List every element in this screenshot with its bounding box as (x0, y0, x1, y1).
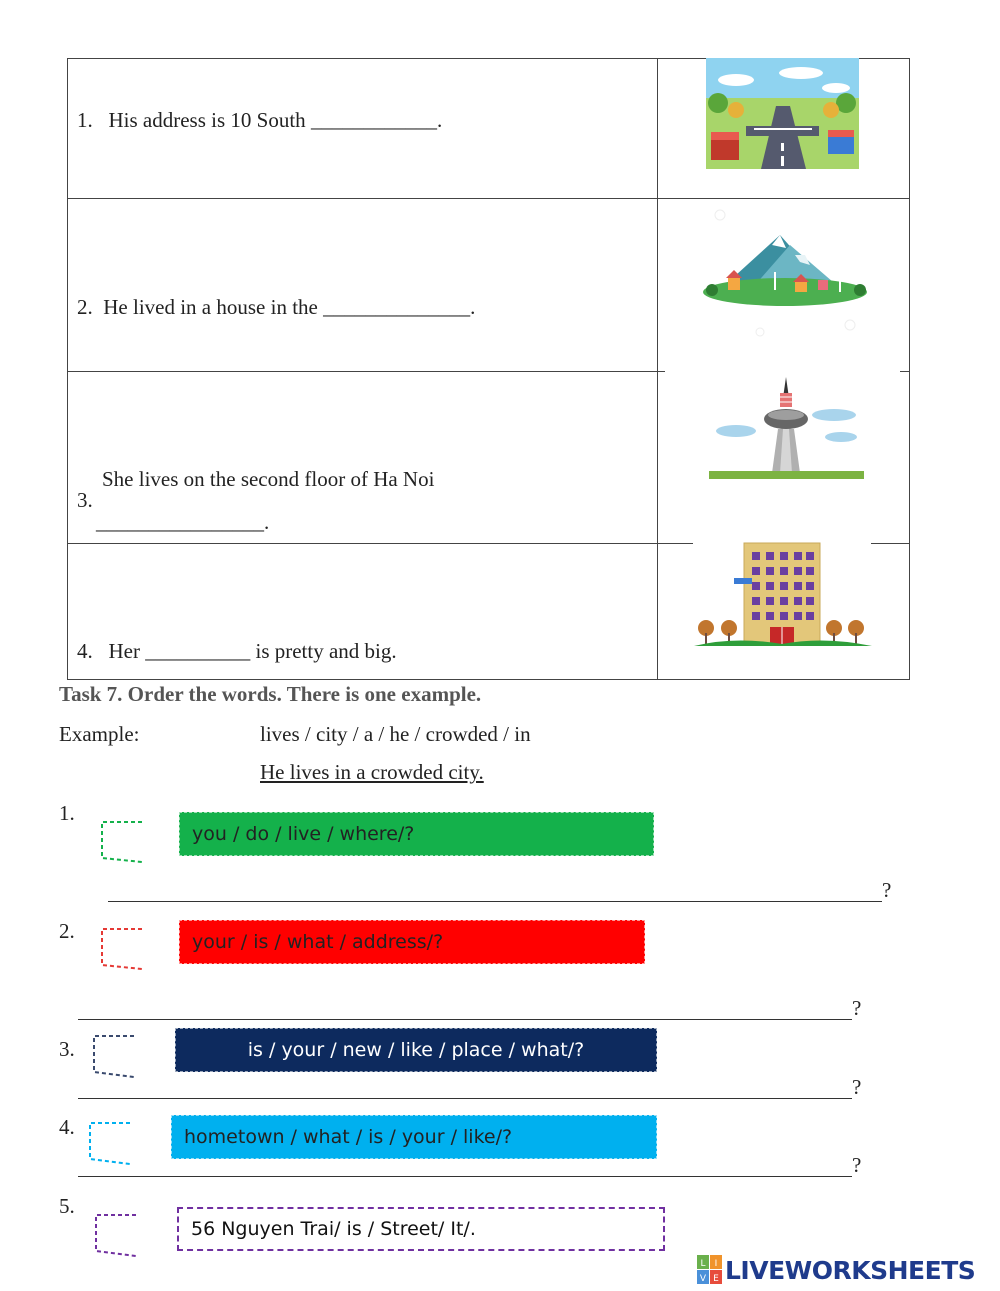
word-card-3[interactable] (175, 1028, 657, 1072)
answer-line-2[interactable] (78, 1019, 852, 1020)
word-card-2[interactable] (179, 920, 645, 964)
logo-letter: E (713, 1274, 719, 1284)
word-card-text: 56 Nguyen Trai/ is / Street/ It/. (191, 1218, 476, 1240)
end-mark: ? (852, 996, 862, 1020)
row-number: 2. (77, 295, 93, 319)
answer-line-3[interactable] (78, 1098, 852, 1099)
word-card-text: your / is / what / address/? (192, 931, 444, 953)
sentence-text: Her (108, 639, 140, 663)
logo-letter: L (700, 1259, 706, 1269)
logo-icon (697, 1255, 723, 1285)
mountain-village-picture (700, 200, 870, 340)
drop-target-icon (92, 1034, 136, 1080)
sentence-text: is pretty and big. (255, 639, 397, 663)
table-row-2-text (77, 295, 475, 320)
end-mark: ? (852, 1075, 862, 1099)
crossroads-street-picture (706, 58, 859, 169)
table-row-1-text (77, 108, 442, 133)
apartment-building-picture (694, 540, 872, 650)
word-card-text: you / do / live / where/? (192, 823, 415, 845)
drop-target-icon (100, 927, 144, 971)
sentence-text: His address is 10 South (108, 108, 306, 132)
drop-target-icon (88, 1121, 134, 1167)
word-card-1[interactable] (179, 812, 654, 856)
logo-letter: V (699, 1274, 707, 1284)
table-row-3-text: She lives on the second floor of Ha Noi (102, 467, 435, 491)
answer-blank[interactable]: ____________. (310, 108, 443, 132)
answer-blank[interactable]: ________________. (96, 510, 270, 534)
row-number: 1. (77, 108, 93, 132)
answer-line-4[interactable] (78, 1176, 852, 1177)
example-answer: He lives in a crowded city. (260, 760, 484, 784)
item-number: 1. (59, 801, 75, 825)
word-card-text: hometown / what / is / your / like/? (184, 1126, 513, 1148)
end-mark: ? (852, 1153, 862, 1177)
logo-letter: I (714, 1259, 718, 1269)
drop-target-icon (94, 1213, 138, 1259)
tv-tower-picture (706, 375, 866, 483)
item-number: 3. (59, 1037, 75, 1061)
word-card-text: is / your / new / like / place / what/? (247, 1039, 585, 1061)
example-label: Example: (59, 722, 140, 746)
item-number: 4. (59, 1115, 75, 1139)
item-number: 2. (59, 919, 75, 943)
answer-blank[interactable]: __________ (145, 639, 251, 663)
item-number: 5. (59, 1194, 75, 1218)
example-words: lives / city / a / he / crowded / in (260, 722, 531, 746)
sentence-text: He lived in a house in the (103, 295, 318, 319)
answer-blank[interactable]: ______________. (323, 295, 476, 319)
table-row-4-text (77, 639, 397, 664)
word-card-5[interactable] (177, 1207, 665, 1251)
brand-name: LIVEWORKSHEETS (725, 1255, 976, 1285)
word-card-4[interactable] (171, 1115, 657, 1159)
drop-target-icon (100, 820, 144, 864)
answer-line-1[interactable] (108, 901, 882, 902)
end-mark: ? (882, 878, 892, 902)
row-number: 4. (77, 639, 93, 663)
liveworksheets-logo (697, 1255, 975, 1285)
task7-title: Task 7. Order the words. There is one example. (59, 682, 482, 706)
row-number: 3. (77, 488, 93, 512)
